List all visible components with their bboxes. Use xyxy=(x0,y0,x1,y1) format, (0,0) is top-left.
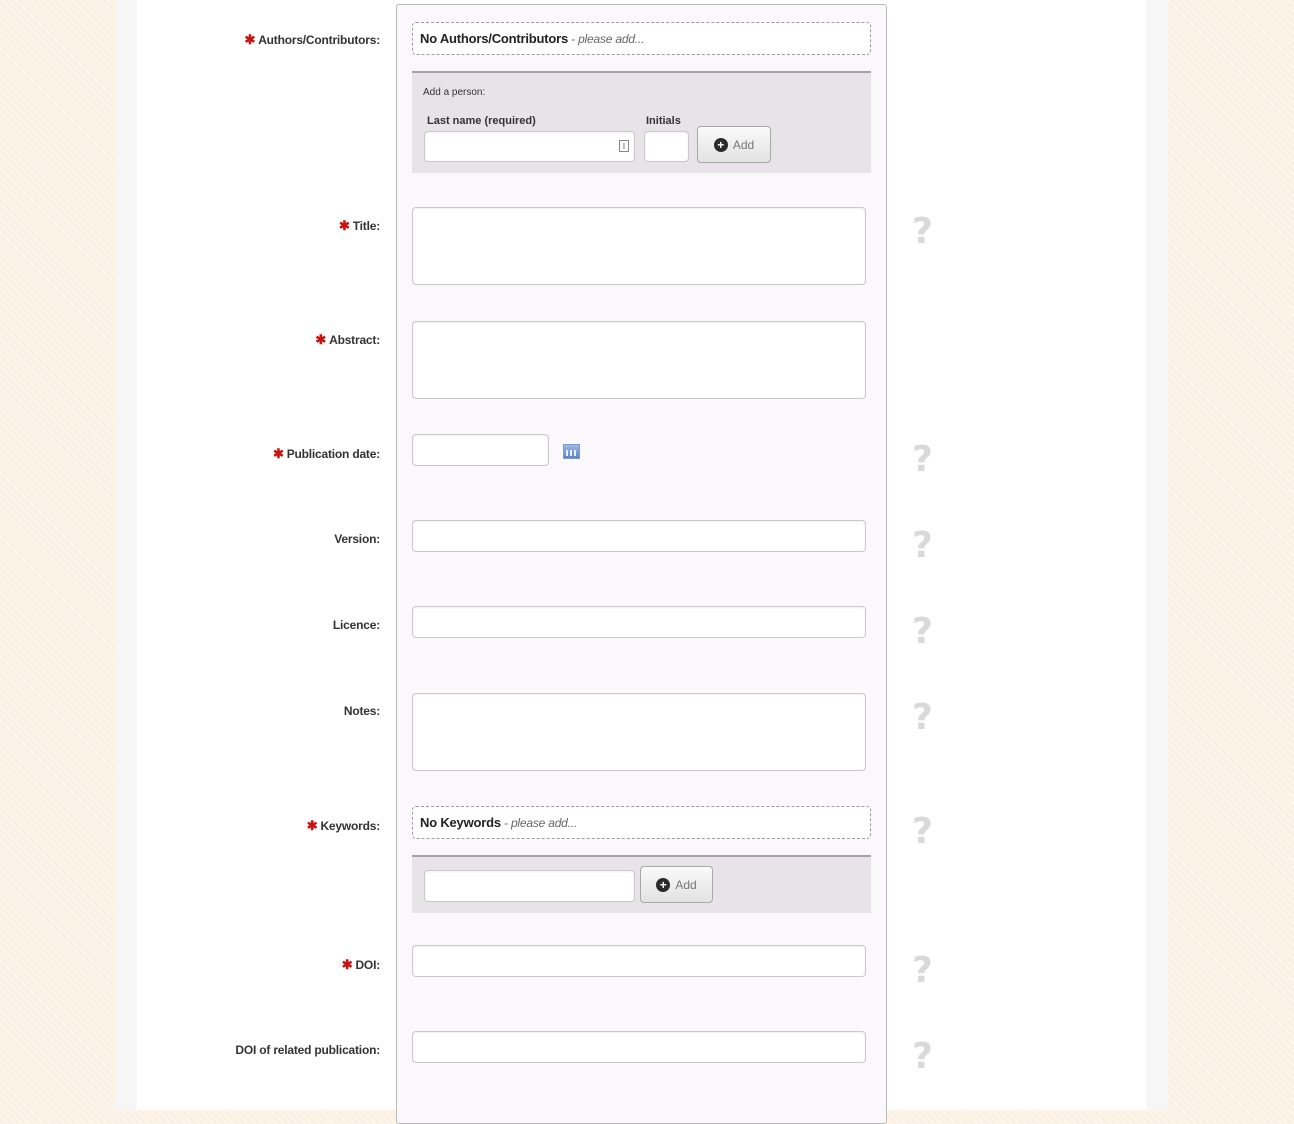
title-textarea[interactable] xyxy=(412,207,866,285)
keywords-empty-text: No Keywords xyxy=(420,815,501,830)
spellcheck-icon: I xyxy=(619,140,629,152)
plus-circle-icon: + xyxy=(656,878,670,892)
abstract-label: ✱ Abstract: xyxy=(315,332,380,347)
doi-label: ✱ DOI: xyxy=(341,957,380,972)
publication-date-label: ✱ Publication date: xyxy=(273,446,380,461)
plus-circle-icon: + xyxy=(714,138,728,152)
doi-related-label: DOI of related publication: xyxy=(235,1043,380,1057)
keywords-label: ✱ Keywords: xyxy=(306,818,380,833)
authors-empty-text: No Authors/Contributors xyxy=(420,31,569,46)
required-marker: ✱ xyxy=(315,332,327,347)
keywords-empty-hint: - please add... xyxy=(500,816,578,830)
keywords-help-icon[interactable]: ? xyxy=(912,811,933,852)
doi-help-icon[interactable]: ? xyxy=(912,950,933,991)
required-marker: ✱ xyxy=(341,957,353,972)
keywords-list-box xyxy=(412,806,871,839)
licence-help-icon[interactable]: ? xyxy=(912,611,933,652)
notes-help-icon[interactable]: ? xyxy=(912,697,933,738)
title-label: ✱ Title: xyxy=(339,218,380,233)
initials-label: Initials xyxy=(646,115,681,127)
required-marker: ✱ xyxy=(273,446,284,461)
version-label: Version: xyxy=(334,532,380,546)
version-input[interactable] xyxy=(412,520,866,552)
keyword-input[interactable] xyxy=(424,870,635,902)
add-person-button[interactable]: + Add xyxy=(697,126,771,163)
calendar-icon[interactable] xyxy=(563,444,580,459)
authors-empty-hint: - please add... xyxy=(568,32,645,46)
last-name-label: Last name (required) xyxy=(427,115,536,127)
publication-date-help-icon[interactable]: ? xyxy=(912,439,933,480)
notes-textarea[interactable] xyxy=(412,693,866,771)
doi-related-help-icon[interactable]: ? xyxy=(912,1036,933,1077)
required-marker: ✱ xyxy=(306,818,318,833)
required-marker: ✱ xyxy=(244,32,256,47)
licence-input[interactable] xyxy=(412,606,866,638)
abstract-textarea[interactable] xyxy=(412,321,866,399)
notes-label: Notes: xyxy=(343,704,380,718)
version-help-icon[interactable]: ? xyxy=(912,525,933,566)
authors-list-box xyxy=(412,22,871,55)
title-help-icon[interactable]: ? xyxy=(912,211,933,252)
doi-related-input[interactable] xyxy=(412,1031,866,1063)
add-keyword-button[interactable]: + Add xyxy=(640,866,713,903)
publication-date-input[interactable] xyxy=(412,434,549,466)
authors-label: ✱ Authors/Contributors: xyxy=(244,32,380,47)
add-person-caption: Add a person: xyxy=(423,87,486,98)
initials-input[interactable] xyxy=(644,131,689,162)
last-name-input[interactable] xyxy=(424,131,635,162)
doi-input[interactable] xyxy=(412,945,866,977)
licence-label: Licence: xyxy=(332,618,380,632)
required-marker: ✱ xyxy=(339,218,350,233)
